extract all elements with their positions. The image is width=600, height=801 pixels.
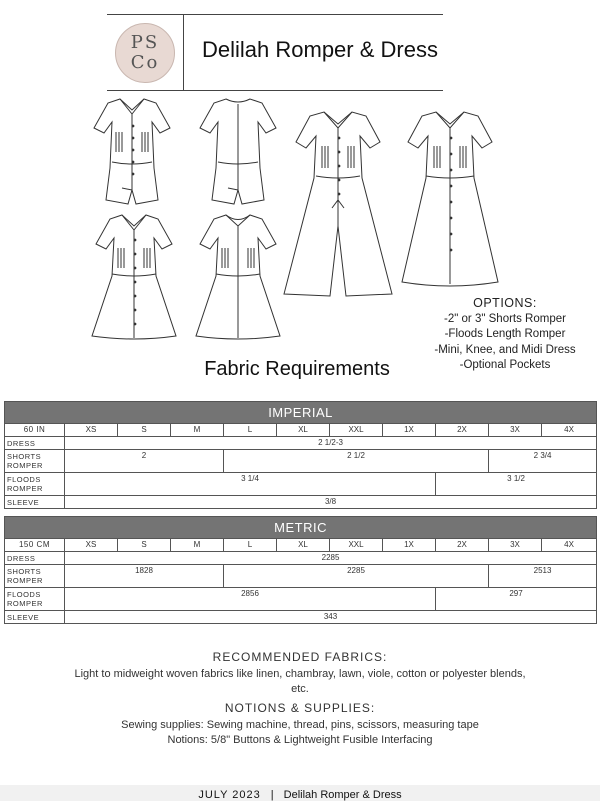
size-cell: L — [224, 424, 277, 437]
footer-separator: | — [270, 789, 274, 801]
metric-width-label: 150 CM — [5, 539, 65, 552]
metric-heading: METRIC — [5, 517, 597, 539]
size-cell: 2X — [436, 539, 489, 552]
value-cell: 297 — [436, 588, 597, 611]
row-label: SLEEVE — [5, 496, 65, 509]
imperial-floods-row — [5, 473, 597, 496]
size-cell: XL — [277, 539, 330, 552]
value-cell: 2285 — [65, 552, 597, 565]
recommended-fabrics — [40, 650, 560, 697]
logo-line-2: Co — [130, 52, 160, 73]
row-label-line: FLOODS — [7, 475, 41, 484]
floods-romper-front-sketch — [282, 108, 394, 300]
size-cell: 1X — [383, 539, 436, 552]
size-cell: S — [118, 424, 171, 437]
row-label — [5, 450, 65, 473]
recommended-line: Light to midweight woven fabrics like linen, chambray, lawn, viole, cotton or polyester blends, — [74, 668, 526, 680]
fabric-requirements-title: Fabric Requirements — [204, 358, 390, 380]
value-cell: 3/8 — [65, 496, 597, 509]
logo-line-1: PS — [130, 32, 160, 53]
option-item: -Floods Length Romper — [444, 328, 566, 340]
size-cell: XS — [65, 539, 118, 552]
row-label-line: ROMPER — [7, 576, 43, 585]
row-label-line: ROMPER — [7, 599, 43, 608]
value-cell: 3 1/4 — [65, 473, 436, 496]
metric-table — [4, 516, 597, 624]
row-label: SLEEVE — [5, 611, 65, 624]
notions-line: Sewing supplies: Sewing machine, thread, pins, scissors, measuring tape — [121, 719, 479, 731]
metric-shorts-row — [5, 565, 597, 588]
value-cell: 2 3/4 — [489, 450, 597, 473]
size-cell: XL — [277, 424, 330, 437]
recommended-line: etc. — [291, 683, 309, 695]
value-cell: 2856 — [65, 588, 436, 611]
value-cell: 3 1/2 — [436, 473, 597, 496]
notions-line: Notions: 5/8" Buttons & Lightweight Fusible Interfacing — [167, 734, 433, 746]
size-cell: 1X — [383, 424, 436, 437]
row-label — [5, 565, 65, 588]
value-cell: 2285 — [224, 565, 489, 588]
shorts-romper-front-sketch — [92, 96, 172, 208]
size-cell: XS — [65, 424, 118, 437]
notions-heading: NOTIONS & SUPPLIES: — [224, 701, 376, 715]
row-label-line: FLOODS — [7, 590, 41, 599]
options-heading: OPTIONS: — [473, 296, 537, 310]
value-cell: 343 — [65, 611, 597, 624]
header-divider — [183, 15, 184, 91]
recommended-heading: RECOMMENDED FABRICS: — [212, 650, 388, 664]
imperial-heading: IMPERIAL — [5, 402, 597, 424]
midi-dress-front-sketch — [398, 108, 502, 290]
metric-dress-row — [5, 552, 597, 565]
value-cell: 2 1/2-3 — [65, 437, 597, 450]
footer-date: JULY 2023 — [198, 789, 261, 801]
size-cell: S — [118, 539, 171, 552]
row-label-line: ROMPER — [7, 461, 43, 470]
metric-size-row — [5, 539, 597, 552]
size-cell: XXL — [330, 539, 383, 552]
size-cell: 2X — [436, 424, 489, 437]
page-footer — [0, 789, 600, 801]
value-cell: 1828 — [65, 565, 224, 588]
imperial-sleeve-row — [5, 496, 597, 509]
knee-dress-variant-sketch — [192, 212, 284, 342]
value-cell: 2 — [65, 450, 224, 473]
metric-sleeve-row — [5, 611, 597, 624]
row-label — [5, 473, 65, 496]
psco-logo — [115, 23, 175, 83]
option-item: -2" or 3" Shorts Romper — [444, 312, 566, 325]
metric-heading-row — [5, 517, 597, 539]
row-label — [5, 588, 65, 611]
row-label-line: SHORTS — [7, 452, 42, 461]
row-label: DRESS — [5, 552, 65, 565]
pattern-title: Delilah Romper & Dress — [202, 37, 438, 62]
value-cell: 2 1/2 — [224, 450, 489, 473]
imperial-shorts-row — [5, 450, 597, 473]
footer-title: Delilah Romper & Dress — [283, 789, 402, 801]
notions-supplies — [40, 701, 560, 748]
size-cell: 3X — [489, 424, 542, 437]
size-cell: L — [224, 539, 277, 552]
header — [107, 14, 443, 91]
size-cell: 4X — [542, 424, 597, 437]
size-cell: XXL — [330, 424, 383, 437]
knee-dress-front-sketch — [88, 212, 180, 342]
option-item: -Mini, Knee, and Midi Dress — [434, 343, 576, 356]
size-cell: M — [171, 539, 224, 552]
row-label-line: SHORTS — [7, 567, 42, 576]
value-cell: 2513 — [489, 565, 597, 588]
imperial-heading-row — [5, 402, 597, 424]
option-item: -Optional Pockets — [459, 359, 551, 371]
row-label-line: ROMPER — [7, 484, 43, 493]
options-list — [420, 296, 590, 374]
imperial-table — [4, 401, 597, 509]
size-cell: 3X — [489, 539, 542, 552]
metric-floods-row — [5, 588, 597, 611]
size-cell: 4X — [542, 539, 597, 552]
row-label: DRESS — [5, 437, 65, 450]
imperial-size-row — [5, 424, 597, 437]
size-cell: M — [171, 424, 224, 437]
imperial-width-label: 60 IN — [5, 424, 65, 437]
imperial-dress-row — [5, 437, 597, 450]
shorts-romper-back-sketch — [198, 96, 278, 208]
